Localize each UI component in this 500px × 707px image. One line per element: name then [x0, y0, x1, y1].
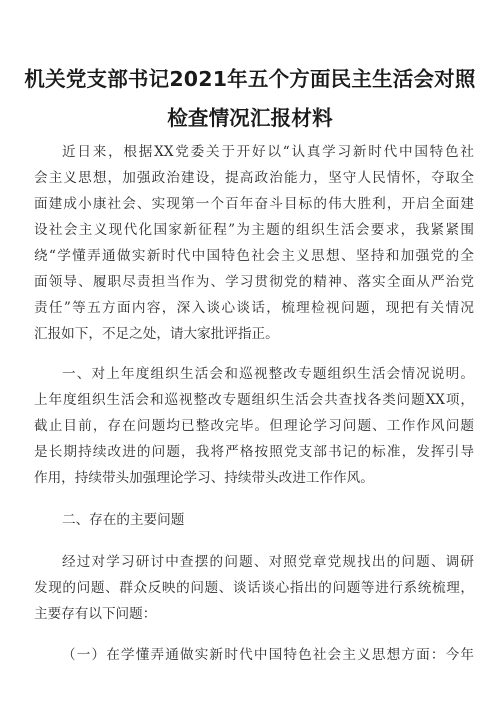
section-one-line: 作用，持续带头加强理论学习、持续带头改进工作作风。: [34, 470, 374, 486]
section-one-line: 上年度组织生活会和巡视整改专题组织生活会共查找各类问题XX项，: [34, 392, 474, 408]
section-one-line: 截止目前，存在问题均已整改完毕。但理论学习问题、工作作风问题: [34, 418, 474, 434]
section-two-line: 经过对学习研讨中查摆的问题、对照党章党规找出的问题、调研: [62, 554, 474, 570]
section-two-line: 发现的问题、群众反映的问题、谈话谈心指出的问题等进行系统梳理，: [34, 580, 474, 596]
intro-line: 汇报如下，不足之处，请大家批评指正。: [34, 326, 279, 342]
intro-line: 责任”等五方面内容，深入谈心谈话，梳理检视问题，现把有关情况: [34, 300, 474, 316]
section-one-line: 是长期持续改进的问题，我将严格按照党支部书记的标准，发挥引导: [34, 444, 474, 460]
intro-line: 近日来，根据XX党委关于开好以“认真学习新时代中国特色社: [62, 144, 474, 160]
intro-line: 面建成小康社会、实现第一个百年奋斗目标的伟大胜利，开启全面建: [34, 196, 474, 212]
section-two-heading: 二、存在的主要问题: [62, 512, 185, 528]
document-title-line-1: 机关党支部书记2021年五个方面民主生活会对照: [24, 67, 476, 91]
intro-line: 设社会主义现代化国家新征程”为主题的组织生活会要求，我紧紧围: [34, 222, 474, 238]
intro-line: 绕“学懂弄通做实新时代中国特色社会主义思想、坚持和加强党的全: [34, 248, 474, 264]
section-two-line: 主要存有以下问题：: [34, 606, 157, 622]
intro-line: 面领导、履职尽责担当作为、学习贯彻党的精神、落实全面从严治党: [34, 274, 474, 290]
subsection-one-line: （一）在学懂弄通做实新时代中国特色社会主义思想方面：今年: [62, 647, 474, 663]
section-one-line: 一、对上年度组织生活会和巡视整改专题组织生活会情况说明。: [62, 366, 474, 382]
intro-line: 会主义思想，加强政治建设，提高政治能力，坚守人民情怀，夺取全: [34, 170, 474, 186]
document-title-line-2: 检查情况汇报材料: [167, 106, 333, 130]
